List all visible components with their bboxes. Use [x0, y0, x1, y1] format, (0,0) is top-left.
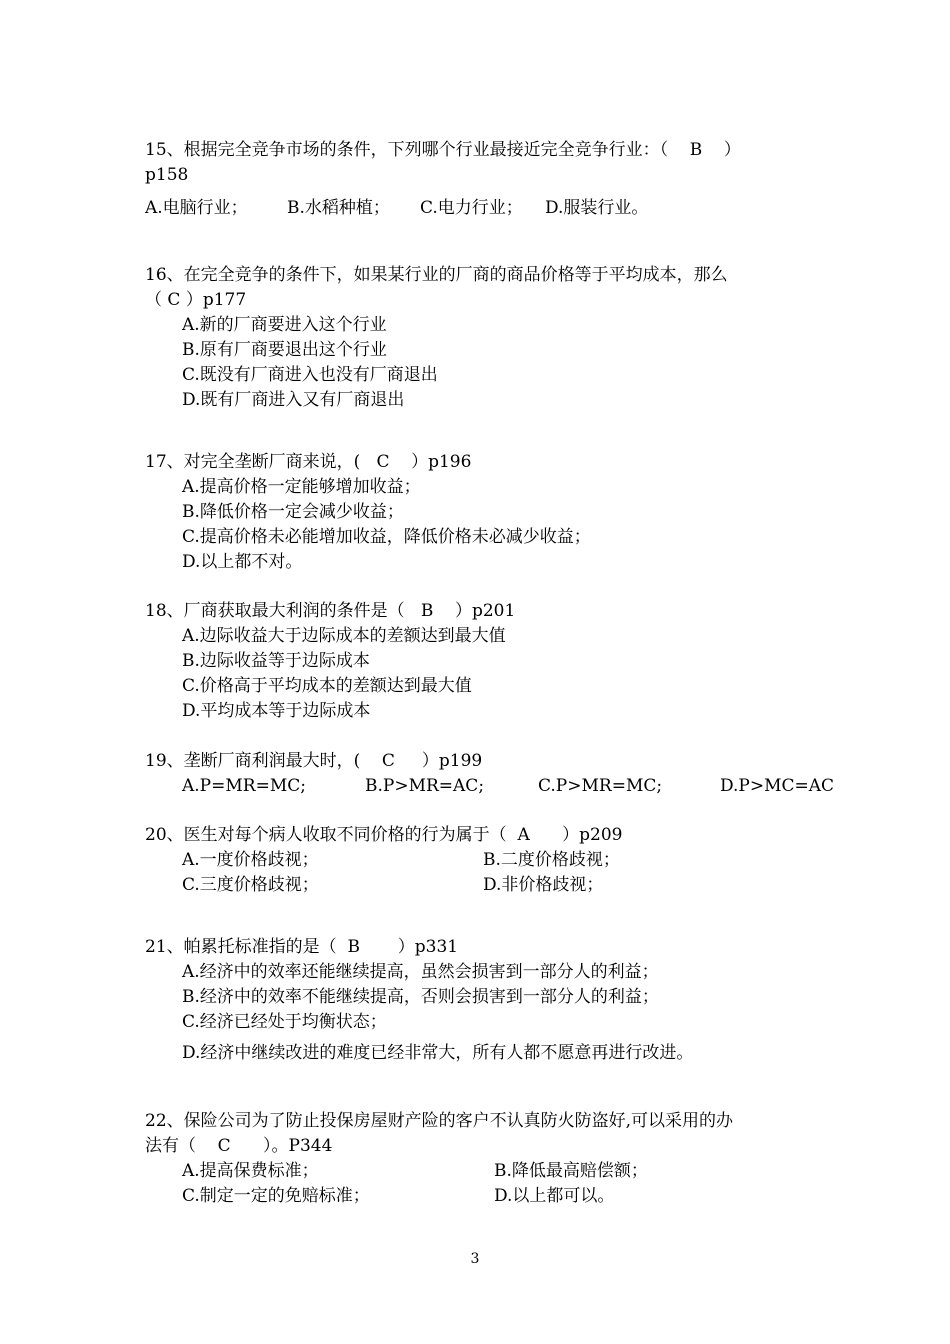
question-22-option-b: B.降低最高赔偿额； — [494, 1161, 648, 1181]
question-15-option-b: B.水稻种植； — [287, 198, 390, 218]
question-22-stem-line-2: 法有（ C ）。P344 — [145, 1136, 333, 1156]
question-22-option-a: A.提高保费标准； — [182, 1161, 319, 1181]
question-19-option-a: A.P=MR=MC; — [182, 776, 306, 796]
question-18-option-a: A.边际收益大于边际成本的差额达到最大值 — [182, 626, 506, 646]
question-15-option-d: D.服装行业。 — [545, 198, 649, 218]
question-19-option-c: C.P>MR=MC; — [538, 776, 663, 796]
question-21-stem: 21、帕累托标准指的是（ B ）p331 — [145, 937, 459, 957]
question-18-option-c: C.价格高于平均成本的差额达到最大值 — [182, 676, 472, 696]
question-18-stem: 18、厂商获取最大利润的条件是（ B ）p201 — [145, 601, 516, 621]
question-21-option-d: D.经济中继续改进的难度已经非常大，所有人都不愿意再进行改进。 — [182, 1043, 694, 1063]
question-22-option-c: C.制定一定的免赔标准； — [182, 1186, 370, 1206]
question-21-option-a: A.经济中的效率还能继续提高，虽然会损害到一部分人的利益； — [182, 962, 659, 982]
question-16-stem-line-2: （ C ）p177 — [145, 290, 247, 310]
question-17-option-a: A.提高价格一定能够增加收益； — [182, 477, 421, 497]
question-20-option-a: A.一度价格歧视； — [182, 850, 319, 870]
question-15-option-c: C.电力行业； — [420, 198, 523, 218]
question-17-stem: 17、对完全垄断厂商来说，( C ）p196 — [145, 452, 472, 472]
question-19-option-d: D.P>MC=AC — [720, 776, 835, 796]
question-17-option-b: B.降低价格一定会减少收益； — [182, 502, 404, 522]
question-17-option-c: C.提高价格未必能增加收益，降低价格未必减少收益； — [182, 527, 591, 547]
question-15-option-a: A.电脑行业； — [145, 198, 248, 218]
question-16-option-b: B.原有厂商要退出这个行业 — [182, 340, 387, 360]
question-22-option-d: D.以上都可以。 — [494, 1186, 615, 1206]
question-16-option-c: C.既没有厂商进入也没有厂商退出 — [182, 365, 438, 385]
question-16-option-d: D.既有厂商进入又有厂商退出 — [182, 390, 405, 410]
question-21-option-b: B.经济中的效率不能继续提高，否则会损害到一部分人的利益； — [182, 987, 659, 1007]
question-20-option-b: B.二度价格歧视； — [483, 850, 620, 870]
question-15-stem-line-1: 15、根据完全竞争市场的条件，下列哪个行业最接近完全竞争行业：（ B ） — [145, 140, 741, 160]
page-number: 3 — [470, 1251, 480, 1267]
question-19-option-b: B.P>MR=AC; — [365, 776, 485, 796]
question-20-option-c: C.三度价格歧视； — [182, 875, 319, 895]
question-20-stem: 20、医生对每个病人收取不同价格的行为属于（ A ）p209 — [145, 825, 623, 845]
question-18-option-d: D.平均成本等于边际成本 — [182, 701, 371, 721]
question-22-stem-line-1: 22、保险公司为了防止投保房屋财产险的客户不认真防火防盗好,可以采用的办 — [145, 1111, 734, 1131]
question-18-option-b: B.边际收益等于边际成本 — [182, 651, 370, 671]
question-19-stem: 19、垄断厂商利润最大时，( C ）p199 — [145, 751, 483, 771]
question-17-option-d: D.以上都不对。 — [182, 552, 303, 572]
question-16-option-a: A.新的厂商要进入这个行业 — [182, 315, 387, 335]
question-16-stem-line-1: 16、在完全竞争的条件下，如果某行业的厂商的商品价格等于平均成本，那么 — [145, 265, 728, 285]
question-21-option-c: C.经济已经处于均衡状态； — [182, 1012, 387, 1032]
question-20-option-d: D.非价格歧视； — [483, 875, 604, 895]
question-15-stem-line-2: p158 — [145, 165, 189, 185]
